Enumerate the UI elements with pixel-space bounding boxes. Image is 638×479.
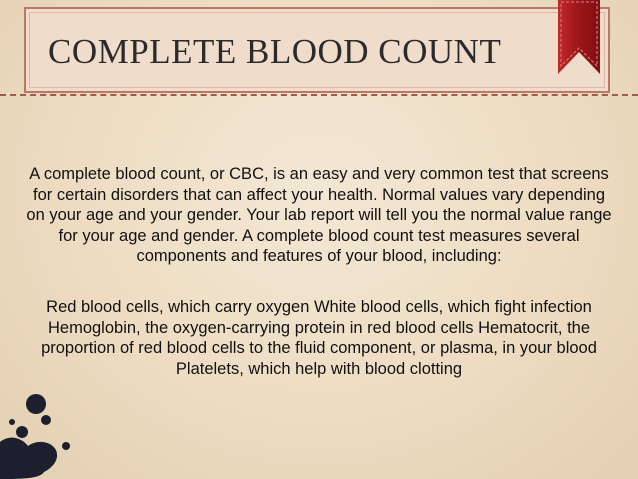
blood-drops-icon bbox=[0, 388, 90, 479]
bookmark-ribbon-icon bbox=[558, 0, 600, 76]
slide-title: COMPLETE BLOOD COUNT bbox=[48, 32, 502, 71]
title-divider bbox=[0, 94, 638, 96]
intro-paragraph: A complete blood count, or CBC, is an easy and very common test that screens for certain disorders that can affect your health. Normal values vary depending on your age and your gender. Your lab report will tell you the normal value range for your age and gender. A complete blood count test measures several components and features of your blood, including: bbox=[26, 165, 612, 265]
components-paragraph: Red blood cells, which carry oxygen White blood cells, which fight infection Hemoglobin, the oxygen-carrying protein in red blood cells Hematocrit, the proportion of red blood cells to the fluid component, or plasma, in your blood Platelets, which help with blood clotting bbox=[41, 298, 597, 378]
